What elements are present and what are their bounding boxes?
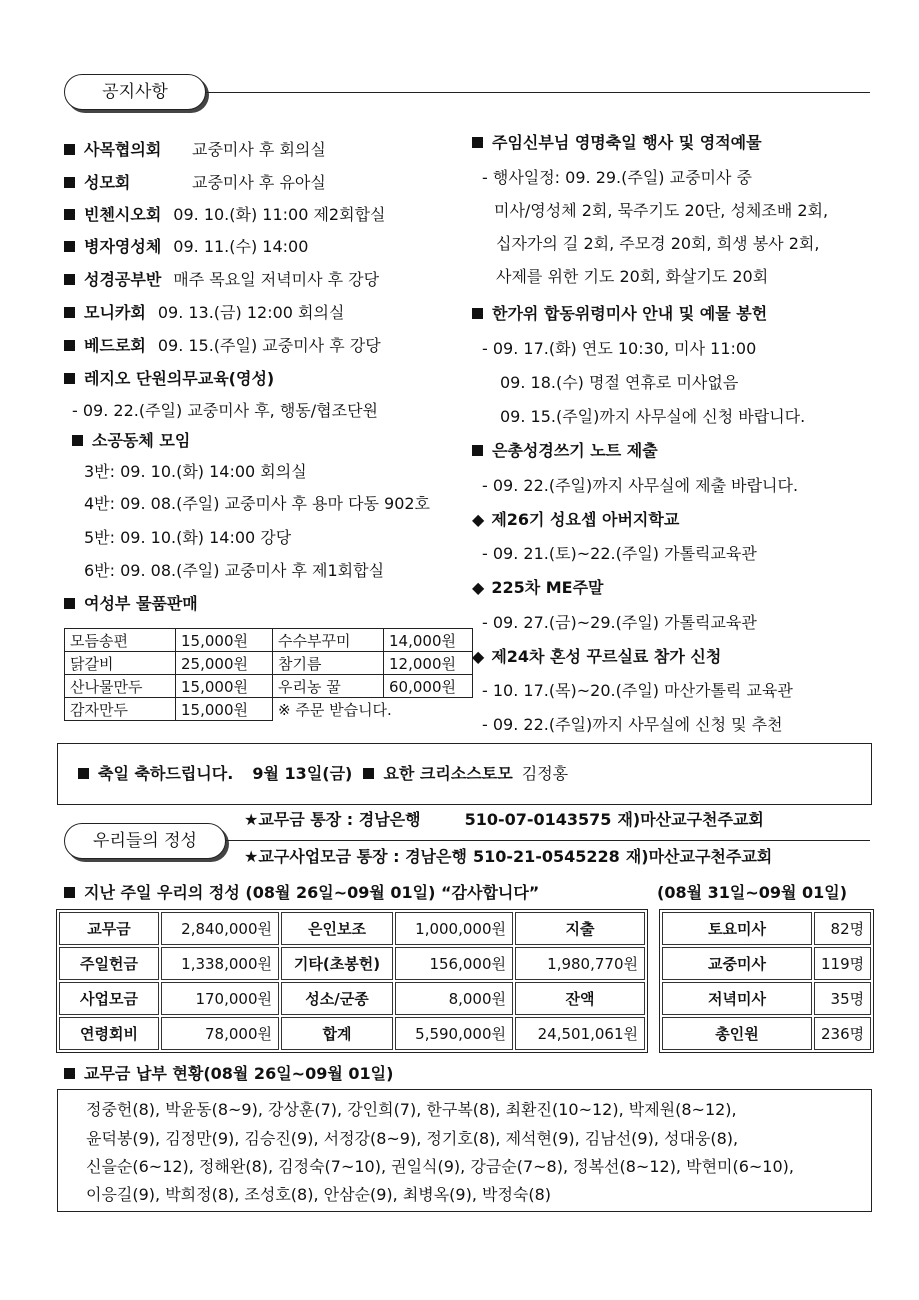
offering-value: 1,338,000원 xyxy=(161,947,279,980)
notice-right-line: 미사/영성체 2회, 묵주기도 20단, 성체조배 2회, xyxy=(494,201,829,220)
offering-value: 170,000원 xyxy=(161,982,279,1015)
notice-item: 베드로회 09. 15.(주일) 교중미사 후 강당 xyxy=(64,336,381,356)
offering-value: 5,590,000원 xyxy=(395,1017,513,1050)
bullet-square-icon xyxy=(363,768,374,779)
notice-right-line: 09. 15.(주일)까지 사무실에 신청 바랍니다. xyxy=(500,407,806,426)
bullet-square-icon xyxy=(472,308,483,319)
attendance-value: 119명 xyxy=(814,947,871,980)
sale-cell: 참기름 xyxy=(273,652,384,675)
sale-row xyxy=(65,652,473,675)
sale-cell: 산나물만두 xyxy=(65,675,176,698)
bullet-square-icon xyxy=(78,768,89,779)
offering-label: 성소/군종 xyxy=(281,982,393,1015)
smallcomm-line: 5반: 09. 10.(화) 14:00 강당 xyxy=(84,528,292,547)
bullet-diamond-icon: ◆ xyxy=(472,510,485,529)
sale-cell: 15,000원 xyxy=(176,698,273,721)
notice-right-heading: ◆ 제24차 혼성 꾸르실료 참가 신청 xyxy=(472,647,722,666)
notice-right-line: 십자가의 길 2회, 주모경 20회, 희생 봉사 2회, xyxy=(496,234,820,253)
notice-right-heading: ◆ 제26기 성요셉 아버지학교 xyxy=(472,510,680,529)
offering-label: 합계 xyxy=(281,1017,393,1050)
attendance-value: 35명 xyxy=(814,982,871,1015)
offering-value: 1,980,770원 xyxy=(515,947,645,980)
offering-row xyxy=(59,912,645,945)
notice-right-line: - 09. 22.(주일)까지 사무실에 신청 및 추천 xyxy=(482,715,783,734)
notice-right-line: - 09. 27.(금)~29.(주일) 가톨릭교육관 xyxy=(482,613,757,632)
attendance-label: 저녁미사 xyxy=(662,982,812,1015)
smallcomm-line: 4반: 09. 08.(주일) 교중미사 후 용마 다동 902호 xyxy=(84,494,431,513)
notice-item-sale: 여성부 물품판매 xyxy=(64,594,198,614)
offering-label: 잔액 xyxy=(515,982,645,1015)
offering-value: 78,000원 xyxy=(161,1017,279,1050)
notice-right-line: - 09. 17.(화) 연도 10:30, 미사 11:00 xyxy=(482,339,757,358)
bullet-square-icon xyxy=(472,137,483,148)
bullet-square-icon xyxy=(472,445,483,456)
notice-right-line: - 09. 21.(토)~22.(주일) 가톨릭교육관 xyxy=(482,544,757,563)
offering-label: 지출 xyxy=(515,912,645,945)
bullet-square-icon xyxy=(64,307,75,318)
bullet-square-icon xyxy=(64,144,75,155)
attendance-row xyxy=(662,1017,871,1050)
offering-label: 은인보조 xyxy=(281,912,393,945)
sale-row xyxy=(65,675,473,698)
offering-label: 교무금 xyxy=(59,912,159,945)
sale-cell: 25,000원 xyxy=(176,652,273,675)
offering-value: 1,000,000원 xyxy=(395,912,513,945)
offering-table xyxy=(56,909,648,1053)
offering-row xyxy=(59,947,645,980)
feast-line: 축일 축하드립니다. 9월 13일(금) 요한 크리소스토모 김정홍 xyxy=(78,764,568,784)
notice-right-line: 09. 18.(수) 명절 연휴로 미사없음 xyxy=(500,373,739,392)
notice-title: 공지사항 xyxy=(64,74,206,110)
offering-value: 156,000원 xyxy=(395,947,513,980)
notice-item-legio: 레지오 단원의무교육(영성) xyxy=(64,369,274,389)
bullet-square-icon xyxy=(64,209,75,220)
notice-right-line: - 09. 22.(주일)까지 사무실에 제출 바랍니다. xyxy=(482,476,799,495)
account-diocese: ★교구사업모금 통장 : 경남은행 510-21-0545228 재)마산교구천주교회 xyxy=(244,847,773,866)
attendance-heading: (08월 31일~09월 01일) xyxy=(657,883,848,902)
sale-cell: 14,000원 xyxy=(384,629,473,652)
sale-cell: 감자만두 xyxy=(65,698,176,721)
sale-cell: 우리농 꿀 xyxy=(273,675,384,698)
bullet-diamond-icon: ◆ xyxy=(472,578,485,597)
account-tithe: ★교무금 통장 : 경남은행 510-07-0143575 재)마산교구천주교회 xyxy=(244,810,764,829)
tithe-names-line: 이응길(9), 박희정(8), 조성호(8), 안삼순(9), 최병옥(9), 박정숙(8) xyxy=(86,1185,552,1204)
tithe-names-box xyxy=(57,1089,872,1212)
notice-right-line: 사제를 위한 기도 20회, 화살기도 20회 xyxy=(496,267,769,286)
tithe-names-line: 정중헌(8), 박윤동(8~9), 강상훈(7), 강인희(7), 한구복(8), 최환진(10~12), 박제원(8~12), xyxy=(86,1100,737,1119)
bullet-square-icon xyxy=(64,274,75,285)
notice-right-heading: 주임신부님 영명축일 행사 및 영적예물 xyxy=(472,133,762,153)
offering-value: 8,000원 xyxy=(395,982,513,1015)
attendance-value: 236명 xyxy=(814,1017,871,1050)
sale-cell: 12,000원 xyxy=(384,652,473,675)
bullet-diamond-icon: ◆ xyxy=(472,647,485,666)
sale-row xyxy=(65,629,473,652)
notice-item: 성모회 교중미사 후 유아실 xyxy=(64,173,326,193)
offering-label: 연령회비 xyxy=(59,1017,159,1050)
attendance-table xyxy=(659,909,874,1053)
attendance-row xyxy=(662,912,871,945)
bullet-square-icon xyxy=(64,241,75,252)
sale-row xyxy=(65,698,473,721)
notice-divider xyxy=(206,92,870,93)
attendance-label: 교중미사 xyxy=(662,947,812,980)
notice-right-heading: ◆ 225차 ME주말 xyxy=(472,578,604,597)
offering-week-heading: 지난 주일 우리의 정성 (08월 26일~09월 01일) “감사합니다” xyxy=(64,883,539,903)
feast-box xyxy=(57,743,872,805)
offering-value: 2,840,000원 xyxy=(161,912,279,945)
bullet-square-icon xyxy=(64,373,75,384)
notice-item-smallcomm: 소공동체 모임 xyxy=(72,431,190,451)
offering-label: 기타(초봉헌) xyxy=(281,947,393,980)
attendance-label: 총인원 xyxy=(662,1017,812,1050)
tithe-names-line: 윤덕봉(9), 김정만(9), 김승진(9), 서정강(8~9), 정기호(8), 제석현(9), 김남선(9), 성대웅(8), xyxy=(86,1129,739,1148)
notice-right-heading: 은총성경쓰기 노트 제출 xyxy=(472,441,658,461)
attendance-label: 토요미사 xyxy=(662,912,812,945)
offering-label: 사업모금 xyxy=(59,982,159,1015)
notice-item: 사목협의회 교중미사 후 회의실 xyxy=(64,140,326,160)
notice-item: 병자영성체 09. 11.(수) 14:00 xyxy=(64,237,308,257)
smallcomm-line: 3반: 09. 10.(화) 14:00 회의실 xyxy=(84,462,307,481)
offering-value: 24,501,061원 xyxy=(515,1017,645,1050)
attendance-row xyxy=(662,982,871,1015)
offering-divider xyxy=(226,840,870,841)
bullet-square-icon xyxy=(64,598,75,609)
offering-row xyxy=(59,1017,645,1050)
bullet-square-icon xyxy=(64,887,75,898)
sale-cell: 60,000원 xyxy=(384,675,473,698)
sale-cell: 모듬송편 xyxy=(65,629,176,652)
offering-row xyxy=(59,982,645,1015)
sale-price-table xyxy=(64,628,473,721)
notice-item-legio-detail: - 09. 22.(주일) 교중미사 후, 행동/협조단원 xyxy=(72,401,378,420)
attendance-row xyxy=(662,947,871,980)
tithe-names-line: 신을순(6~12), 정해완(8), 김정숙(7~10), 권일식(9), 강금순(7~8), 정복선(8~12), 박현미(6~10), xyxy=(86,1157,794,1176)
notice-right-line: - 10. 17.(목)~20.(주일) 마산가톨릭 교육관 xyxy=(482,681,793,700)
bullet-square-icon xyxy=(64,340,75,351)
sale-cell: 15,000원 xyxy=(176,629,273,652)
bullet-square-icon xyxy=(64,1068,75,1079)
notice-right-heading: 한가위 합동위령미사 안내 및 예물 봉헌 xyxy=(472,304,767,324)
bullet-square-icon xyxy=(64,177,75,188)
offering-label: 주일헌금 xyxy=(59,947,159,980)
smallcomm-line: 6반: 09. 08.(주일) 교중미사 후 제1회합실 xyxy=(84,561,385,580)
sale-order-note: ※ 주문 받습니다. xyxy=(273,698,473,721)
offering-title: 우리들의 정성 xyxy=(64,823,226,859)
sale-cell: 15,000원 xyxy=(176,675,273,698)
notice-item: 성경공부반 매주 목요일 저녁미사 후 강당 xyxy=(64,270,379,290)
notice-item: 빈첸시오회 09. 10.(화) 11:00 제2회합실 xyxy=(64,205,385,225)
sale-cell: 수수부꾸미 xyxy=(273,629,384,652)
bullet-square-icon xyxy=(72,435,83,446)
sale-cell: 닭갈비 xyxy=(65,652,176,675)
tithe-heading: 교무금 납부 현황(08월 26일~09월 01일) xyxy=(64,1064,393,1084)
notice-item: 모니카회 09. 13.(금) 12:00 회의실 xyxy=(64,303,344,323)
attendance-value: 82명 xyxy=(814,912,871,945)
notice-right-line: - 행사일정: 09. 29.(주일) 교중미사 중 xyxy=(482,168,752,187)
